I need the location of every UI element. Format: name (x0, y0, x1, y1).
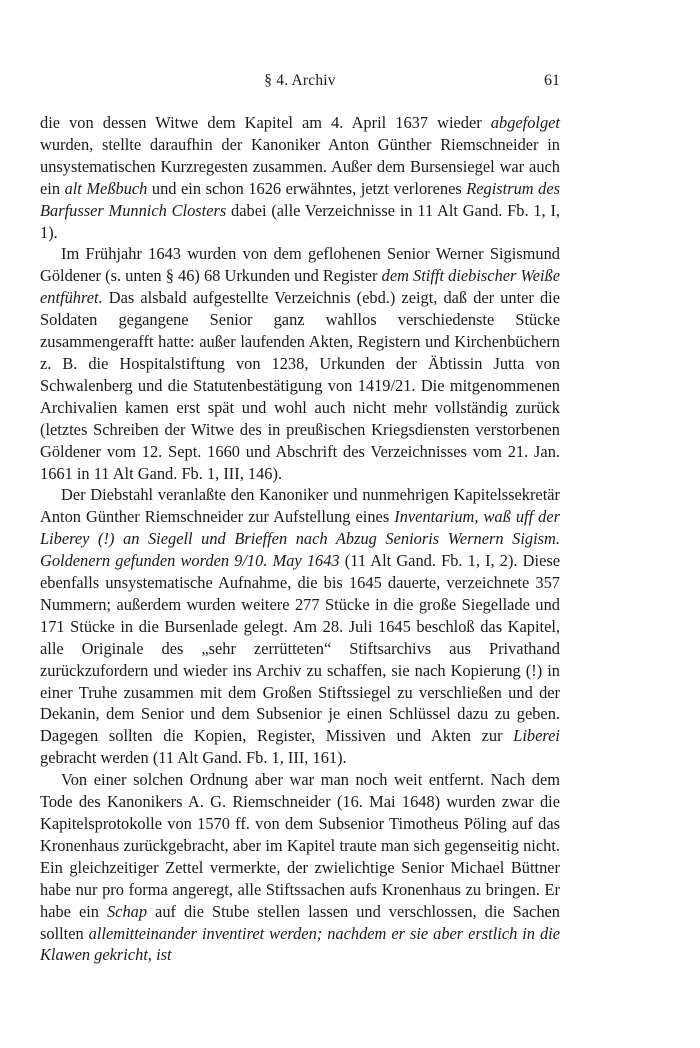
italic-text-run: allemitteinander inventiret werden; nachdem er sie aber erstlich in die Klawen gekricht, ist (40, 923, 560, 965)
text-run: wurden, stellte daraufhin der Kanoniker Anton Günther Riemschneider in unsystematischen Kurzregesten zusammen. Außer dem Bursensiegel war auch ein (40, 134, 560, 198)
text-run: (11 Alt Gand. Fb. 1, I, 2). Diese ebenfalls unsystematische Aufnahme, die bis 1645 dauerte, verzeichnete 357 Nummern; außerdem wurden weitere 277 Stücke in die große Siegellade und 171 Stücke in die Bursenlade gelegt. Am 28. Juli 1645 beschloß das Kapitel, alle Originale des „sehr zerrütteten“ Stiftsarchivs aus Privathand zurückzufordern und wieder ins Archiv zu schaffen, sie nach Kopierung (!) in einer Truhe zusammen mit dem Großen Stiftssiegel zu verschließen und der Dekanin, dem Senior und dem Subsenior je einen Schlüssel dazu zu geben. Dagegen sollten die Kopien, Register, Missiven und Akten zur (40, 551, 560, 746)
italic-text-run: abgefolget (490, 113, 560, 132)
text-run: Im Frühjahr 1643 wurden von dem geflohenen Senior Werner Sigismund Göldener (s. unten § 46) 68 Urkunden und Register (40, 244, 560, 286)
running-head: § 4. Archiv (264, 72, 336, 89)
text-run: und ein schon 1626 erwähntes, jetzt verlorenes (147, 178, 467, 198)
text-run: dabei (alle Verzeichnisse in 11 Alt Gand. Fb. 1, I, 1). (40, 200, 561, 242)
paragraph (40, 484, 560, 769)
paragraph (40, 243, 560, 484)
italic-text-run: Liberei (513, 726, 560, 746)
text-run: Von einer solchen Ordnung aber war man noch weit entfernt. Nach dem Tode des Kanonikers A. G. Riemschneider (16. Mai 1648) wurden zwar die Kapitelsprotokolle von 1570 ff. von dem Subsenior Timotheus Pöling auf das Kronenhaus zurückgebracht, aber im Kapitel traute man sich gegenseitig nicht. Ein gleichzeitiger Zettel vermerkte, der zwielichtige Senior Michael Büttner habe nur pro forma angeregt, alle Stiftssachen aufs Kronenhaus zu bringen. Er habe ein (40, 770, 560, 921)
italic-text-run: alt Meßbuch (64, 178, 148, 198)
paragraph (40, 112, 560, 243)
text-run: die von dessen Witwe dem Kapitel am 4. April 1637 wieder (40, 113, 491, 132)
page-number: 61 (544, 72, 560, 89)
italic-text-run: dem Stifft diebischer Weiße entführet. (40, 266, 560, 308)
text-run: Der Diebstahl veranlaßte den Kanoniker und nunmehrigen Kapitelssekretär Anton Günther Riemschneider zur Aufstellung eines (40, 485, 560, 527)
paragraph (40, 769, 560, 966)
italic-text-run: Inventarium, waß uff der Liberey (!) an Siegell und Brieffen nach Abzug Senioris Wernern Sigism. Goldenern gefunden worden 9/10. May 1643 (40, 507, 560, 571)
text-run: auf die Stube stellen lassen und verschlossen, die Sachen sollten (40, 901, 560, 943)
italic-text-run: Schap (106, 901, 148, 921)
body-text (40, 112, 560, 966)
text-run: Das alsbald aufgestellte Verzeichnis (ebd.) zeigt, daß der unter die Soldaten gegangene Senior ganz wahllos verschiedenste Stücke zusammengerafft hatte: außer laufenden Akten, Registern und Kirchenbüchern z. B. die Hospitalstiftung von 1238, Urkunden der Äbtissin Jutta von Schwalenberg und die Statutenbestätigung von 1419/21. Die mitgenommenen Archivalien kamen erst spät und wohl auch nicht mehr vollständig zurück (letztes Schreiben der Witwe des in preußischen Kriegsdiensten verstorbenen Göldener vom 12. Sept. 1660 und Abschrift des Verzeichnisses vom 21. Jan. 1661 in 11 Alt Gand. Fb. 1, III, 146). (40, 288, 560, 483)
text-run: gebracht werden (11 Alt Gand. Fb. 1, III, 161). (40, 748, 347, 768)
italic-text-run: Registrum des Barfusser Munnich Closters (40, 178, 561, 220)
